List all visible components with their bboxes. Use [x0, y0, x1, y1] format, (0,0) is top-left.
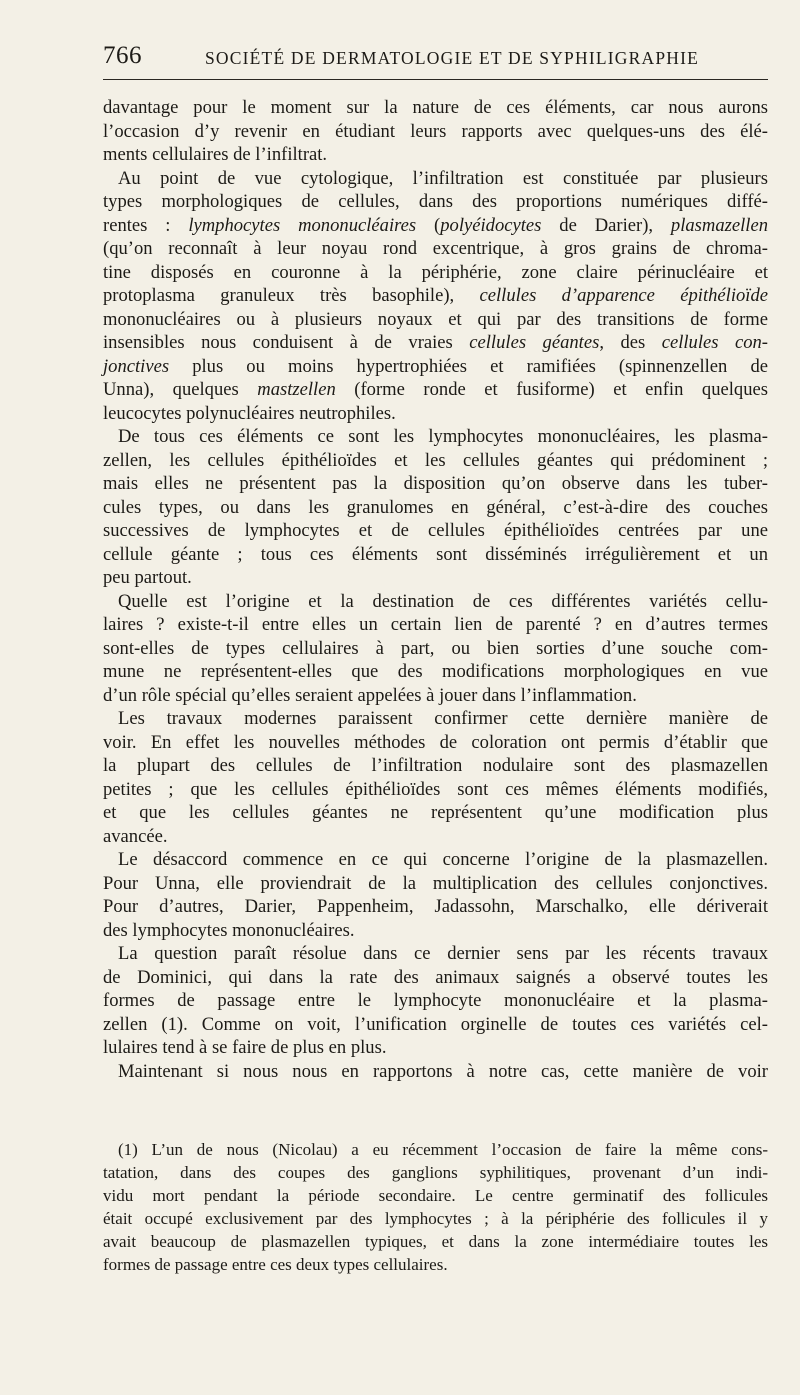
text-run: Maintenant si nous nous en rapportons à notre cas, cette manière de voir	[118, 1060, 768, 1082]
text-line	[103, 566, 768, 590]
footnote-line	[103, 1161, 768, 1184]
italic-term: jonctives	[103, 355, 170, 377]
text-line	[103, 237, 768, 261]
text-line	[103, 872, 768, 896]
text-line	[103, 284, 768, 308]
footnote-line	[103, 1207, 768, 1230]
text-run: (forme ronde et fusiforme) et enfin quelques	[335, 379, 768, 400]
footnote-line	[103, 1184, 768, 1207]
text-run: formes de passage entre ces deux types cellulaires.	[103, 1255, 448, 1274]
text-run: ments cellulaires de l’infiltrat.	[103, 144, 328, 165]
text-run: d’un rôle spécial qu’elles seraient appelées à jouer dans l’inflammation.	[103, 684, 637, 706]
text-line	[103, 989, 768, 1013]
italic-term: lymphocytes mononucléaires	[188, 214, 417, 236]
text-run: voir. En effet les nouvelles méthodes de coloration ont permis d’établir que	[103, 731, 768, 753]
text-line	[103, 472, 768, 496]
text-line	[103, 543, 768, 567]
footnote-line	[103, 1253, 768, 1276]
text-run: zellen (1). Comme on voit, l’unification orginelle de toutes ces variétés cel-	[103, 1013, 768, 1035]
text-run: Pour d’autres, Darier, Pappenheim, Jadassohn, Marschalko, elle dériverait	[103, 896, 768, 917]
text-run: protoplasma granuleux très basophile),	[103, 285, 480, 306]
text-run: La question paraît résolue dans ce dernier sens par les récents travaux	[118, 943, 768, 964]
text-run: mune ne représentent-elles que des modifications morphologiques en vue	[103, 661, 768, 682]
text-run: mononucléaires ou à plusieurs noyaux et qui par des transitions de forme	[103, 308, 768, 330]
text-run: Quelle est l’origine et la destination de ces différentes variétés cellu-	[118, 590, 768, 612]
text-line	[103, 660, 768, 684]
italic-term: plasmazellen	[670, 214, 768, 236]
footnote	[103, 1138, 768, 1276]
text-line	[103, 402, 768, 426]
text-run: lulaires tend à se faire de plus en plus.	[103, 1037, 387, 1058]
text-line	[103, 731, 768, 755]
text-run: , des	[599, 332, 662, 353]
text-run: De tous ces éléments ce sont les lymphocytes mononucléaires, les plasma-	[118, 426, 768, 447]
text-line	[103, 1036, 768, 1060]
text-line	[103, 214, 768, 238]
text-run: Au point de vue cytologique, l’infiltration est constituée par plusieurs	[118, 167, 768, 189]
text-line	[103, 942, 768, 966]
text-run: était occupé exclusivement par des lymphocytes ; à la périphérie des follicules il y	[103, 1209, 768, 1228]
footnote-line	[103, 1230, 768, 1253]
text-line	[103, 308, 768, 332]
text-run: Unna), quelques	[103, 379, 258, 400]
text-run: Pour Unna, elle proviendrait de la multiplication des cellules conjonctives.	[103, 872, 768, 894]
italic-term: cellules con-	[661, 332, 768, 353]
text-line	[103, 848, 768, 872]
footnote-line	[103, 1138, 768, 1161]
text-run: mais elles ne présentent pas la disposition qu’on observe dans les tuber-	[103, 473, 768, 494]
text-line	[103, 449, 768, 473]
text-run: avait beaucoup de plasmazellen typiques, et dans la zone intermédiaire toutes les	[103, 1232, 768, 1251]
text-line	[103, 96, 768, 120]
page-header	[103, 40, 768, 76]
text-run: plus ou moins hypertrophiées et ramifiées (spinnenzellen de	[169, 355, 768, 377]
text-line	[103, 966, 768, 990]
text-line	[103, 895, 768, 919]
text-line	[103, 120, 768, 144]
text-line	[103, 425, 768, 449]
main-text	[103, 96, 768, 1083]
text-run: cules types, ou dans les granulomes en général, c’est-à-dire des couches	[103, 496, 768, 518]
text-run: (	[416, 214, 441, 236]
text-line	[103, 684, 768, 708]
text-run: successives de lymphocytes et de cellules épithélioïdes centrées par une	[103, 520, 768, 541]
text-run: et que les cellules géantes ne représentent qu’une modification plus	[103, 802, 768, 823]
text-line	[103, 355, 768, 379]
text-run: leucocytes polynucléaires neutrophiles.	[103, 402, 396, 424]
text-line	[103, 707, 768, 731]
text-run: zellen, les cellules épithélioïdes et les cellules géantes qui prédominent ;	[103, 449, 768, 471]
text-run: formes de passage entre le lymphocyte mononucléaire et la plasma-	[103, 990, 768, 1011]
text-run: des lymphocytes mononucléaires.	[103, 919, 355, 941]
text-line	[103, 190, 768, 214]
text-run: peu partout.	[103, 567, 192, 588]
italic-term: cellules d’apparence épithélioïde	[479, 285, 769, 306]
italic-term: cellules géantes	[469, 332, 600, 353]
text-line	[103, 825, 768, 849]
text-line	[103, 1060, 768, 1084]
text-run: sont-elles de types cellulaires à part, ou bien sorties d’une souche com-	[103, 637, 768, 659]
text-line	[103, 801, 768, 825]
text-run: types morphologiques de cellules, dans des proportions numériques diffé-	[103, 191, 768, 212]
text-line	[103, 143, 768, 167]
text-line	[103, 331, 768, 355]
header-rule	[103, 79, 768, 80]
text-run: (qu’on reconnaît à leur noyau rond excentrique, à gros grains de chroma-	[103, 238, 768, 259]
text-line	[103, 919, 768, 943]
text-run: Les travaux modernes paraissent confirmer cette dernière manière de	[118, 708, 768, 729]
text-run: laires ? existe-t-il entre elles un certain lien de parenté ? en d’autres termes	[103, 614, 768, 635]
text-run: Le désaccord commence en ce qui concerne l’origine de la plasmazellen.	[118, 849, 768, 870]
text-run: tine disposés en couronne à la périphérie, zone claire périnucléaire et	[103, 261, 768, 283]
text-line	[103, 378, 768, 402]
page-number: 766	[103, 42, 142, 69]
text-line	[103, 496, 768, 520]
text-line	[103, 167, 768, 191]
text-run: (1) L’un de nous (Nicolau) a eu récemment l’occasion de faire la même cons-	[118, 1140, 768, 1159]
italic-term: polyéidocytes	[440, 214, 542, 236]
text-run: l’occasion d’y revenir en étudiant leurs rapports avec quelques-uns des élé-	[103, 120, 768, 142]
text-line	[103, 778, 768, 802]
text-run: petites ; que les cellules épithélioïdes sont ces mêmes éléments modifiés,	[103, 778, 768, 800]
text-run: cellule géante ; tous ces éléments sont disséminés irrégulièrement et un	[103, 543, 768, 565]
text-run: avancée.	[103, 825, 168, 847]
text-run: tatation, dans des coupes des ganglions syphilitiques, provenant d’un indi-	[103, 1163, 768, 1182]
text-run: de Darier),	[541, 214, 671, 236]
text-run: davantage pour le moment sur la nature de ces éléments, car nous aurons	[103, 97, 768, 118]
text-run: rentes :	[103, 214, 189, 236]
text-run: vidu mort pendant la période secondaire. Le centre germinatif des follicules	[103, 1186, 768, 1205]
text-line	[103, 590, 768, 614]
text-line	[103, 613, 768, 637]
running-head: SOCIÉTÉ DE DERMATOLOGIE ET DE SYPHILIGRAPHIE	[205, 48, 700, 68]
text-line	[103, 637, 768, 661]
text-run: la plupart des cellules de l’infiltration nodulaire sont des plasmazellen	[103, 755, 768, 776]
text-line	[103, 754, 768, 778]
text-run: de Dominici, qui dans la rate des animaux saignés a observé toutes les	[103, 966, 768, 988]
text-line	[103, 519, 768, 543]
italic-term: mastzellen	[257, 379, 336, 400]
text-run: insensibles nous conduisent à de vraies	[103, 332, 470, 353]
text-line	[103, 261, 768, 285]
text-line	[103, 1013, 768, 1037]
